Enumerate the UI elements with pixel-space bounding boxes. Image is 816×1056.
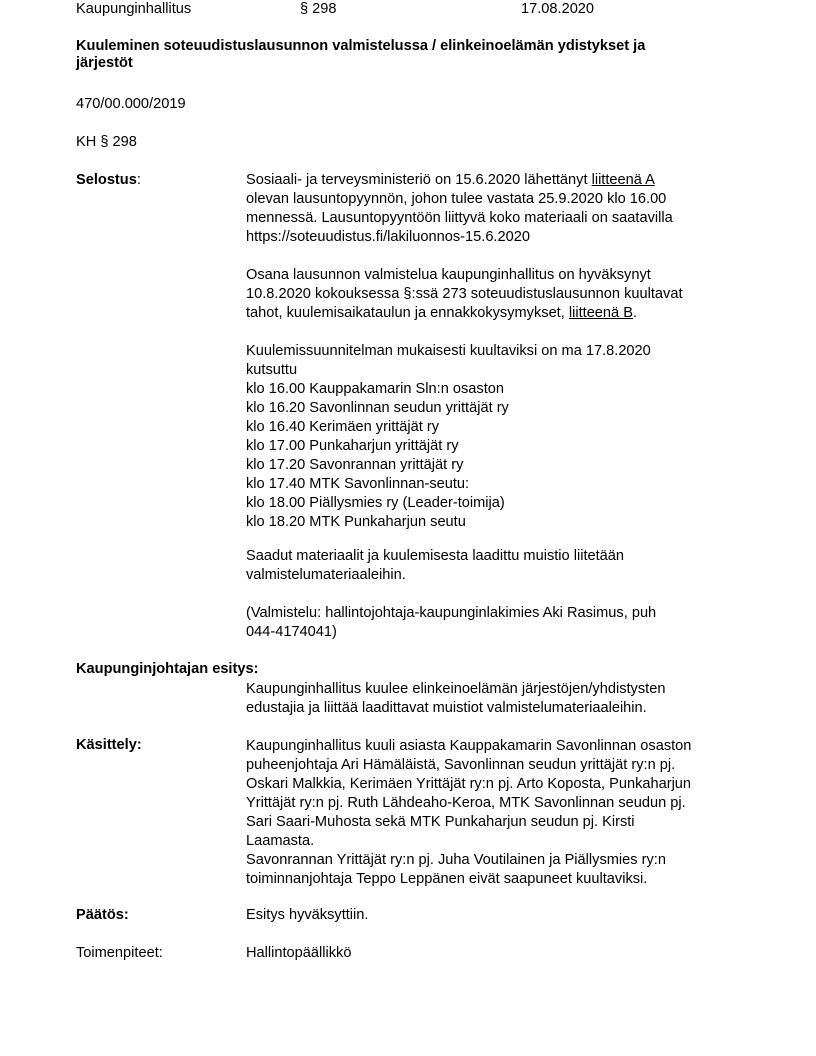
- header-section-number: § 298: [300, 1, 337, 17]
- selostus-p3-line-2: kutsuttu: [246, 362, 298, 378]
- schedule-item: klo 17.20 Savonrannan yrittäjät ry: [246, 457, 464, 473]
- kasittely-line: Sari Saari-Muhosta sekä MTK Punkaharjun seudun pj. Kirsti: [246, 814, 635, 830]
- kasittely-line: toiminnanjohtaja Teppo Leppänen eivät saapuneet kuultaviksi.: [246, 871, 648, 887]
- schedule-item: klo 16.00 Kauppakamarin Sln:n osaston: [246, 381, 504, 397]
- header-date: 17.08.2020: [521, 1, 595, 17]
- selostus-label: [76, 172, 141, 188]
- soteuudistus-url: https://soteuudistus.fi/lakiluonnos-15.6.2020: [246, 229, 530, 245]
- document-title: [76, 38, 645, 71]
- title-line-2: järjestöt: [76, 55, 133, 71]
- schedule-item: klo 18.00 Piällysmies ry (Leader-toimija): [246, 495, 505, 511]
- kh-reference: KH § 298: [76, 134, 137, 150]
- selostus-p5-line-1: (Valmistelu: hallintojohtaja-kaupunginlakimies Aki Rasimus, puh: [246, 605, 657, 621]
- toimenpiteet-label: Toimenpiteet:: [76, 945, 163, 961]
- selostus-p5-line-2: 044-4174041): [246, 624, 337, 640]
- header-body-name: Kaupunginhallitus: [76, 1, 192, 17]
- selostus-label-text: Selostus: [76, 172, 137, 188]
- schedule-item: klo 16.40 Kerimäen yrittäjät ry: [246, 419, 440, 435]
- kasittely-line: Kaupunginhallitus kuuli asiasta Kauppakamarin Savonlinnan osaston: [246, 738, 692, 754]
- paatos-text: Esitys hyväksyttiin.: [246, 907, 369, 923]
- schedule-item: klo 16.20 Savonlinnan seudun yrittäjät ry: [246, 400, 509, 416]
- schedule-item: klo 17.00 Punkaharjun yrittäjät ry: [246, 438, 459, 454]
- selostus-p1-line-1: Sosiaali- ja terveysministeriö on 15.6.2020 lähettänyt: [246, 172, 592, 188]
- esitys-line-1: Kaupunginhallitus kuulee elinkeinoelämän järjestöjen/yhdistysten: [246, 681, 666, 697]
- selostus-label-colon: :: [136, 172, 141, 188]
- schedule-item: klo 18.20 MTK Punkaharjun seutu: [246, 514, 466, 530]
- selostus-p1-line-3: mennessä. Lausuntopyyntöön liittyvä koko materiaali on saatavilla: [246, 210, 673, 226]
- kasittely-label: Käsittely:: [76, 737, 142, 753]
- selostus-p2-line-3-end: .: [632, 305, 638, 321]
- selostus-p4-line-1: Saadut materiaalit ja kuulemisesta laadittu muistio liitetään: [246, 548, 625, 564]
- kasittely-line: Oskari Malkkia, Kerimäen Yrittäjät ry:n pj. Arto Koposta, Punkaharjun: [246, 776, 692, 792]
- selostus-p1-line-2: olevan lausuntopyynnön, johon tulee vastata 25.9.2020 klo 16.00: [246, 191, 667, 207]
- esitys-line-2: edustajia ja liittää laadittavat muistiot valmistelumateriaaleihin.: [246, 700, 647, 716]
- selostus-p2-line-1: Osana lausunnon valmistelua kaupunginhallitus on hyväksynyt: [246, 267, 651, 283]
- esitys-label: Kaupunginjohtajan esitys:: [76, 661, 259, 677]
- schedule-item: klo 17.40 MTK Savonlinnan-seutu:: [246, 476, 470, 492]
- paatos-label: Päätös:: [76, 907, 129, 923]
- attachment-a-link[interactable]: liitteenä A: [591, 172, 655, 188]
- kasittely-line: Laamasta.: [246, 833, 315, 849]
- selostus-p2-line-2: 10.8.2020 kokouksessa §:ssä 273 soteuudistuslausunnon kuultavat: [246, 286, 683, 302]
- selostus-p3-line-1: Kuulemissuunnitelman mukaisesti kuultaviksi on ma 17.8.2020: [246, 343, 651, 359]
- kasittely-line: Yrittäjät ry:n pj. Ruth Lähdeaho-Keroa, MTK Savonlinnan seudun pj.: [246, 795, 686, 811]
- selostus-p2-line-3: tahot, kuulemisaikataulun ja ennakkokysymykset,: [246, 305, 569, 321]
- selostus-p4-line-2: valmistelumateriaaleihin.: [246, 567, 406, 583]
- attachment-b-link[interactable]: liitteenä B: [568, 305, 633, 321]
- kasittely-line: Savonrannan Yrittäjät ry:n pj. Juha Voutilainen ja Piällysmies ry:n: [246, 852, 666, 868]
- toimenpiteet-text: Hallintopäällikkö: [246, 945, 352, 961]
- kasittely-line: puheenjohtaja Ari Hämäläistä, Savonlinnan seudun yrittäjät ry:n pj.: [246, 757, 676, 773]
- reference-number: 470/00.000/2019: [76, 96, 186, 112]
- title-line-1: Kuuleminen soteuudistuslausunnon valmistelussa / elinkeinoelämän ydistykset ja: [76, 38, 646, 54]
